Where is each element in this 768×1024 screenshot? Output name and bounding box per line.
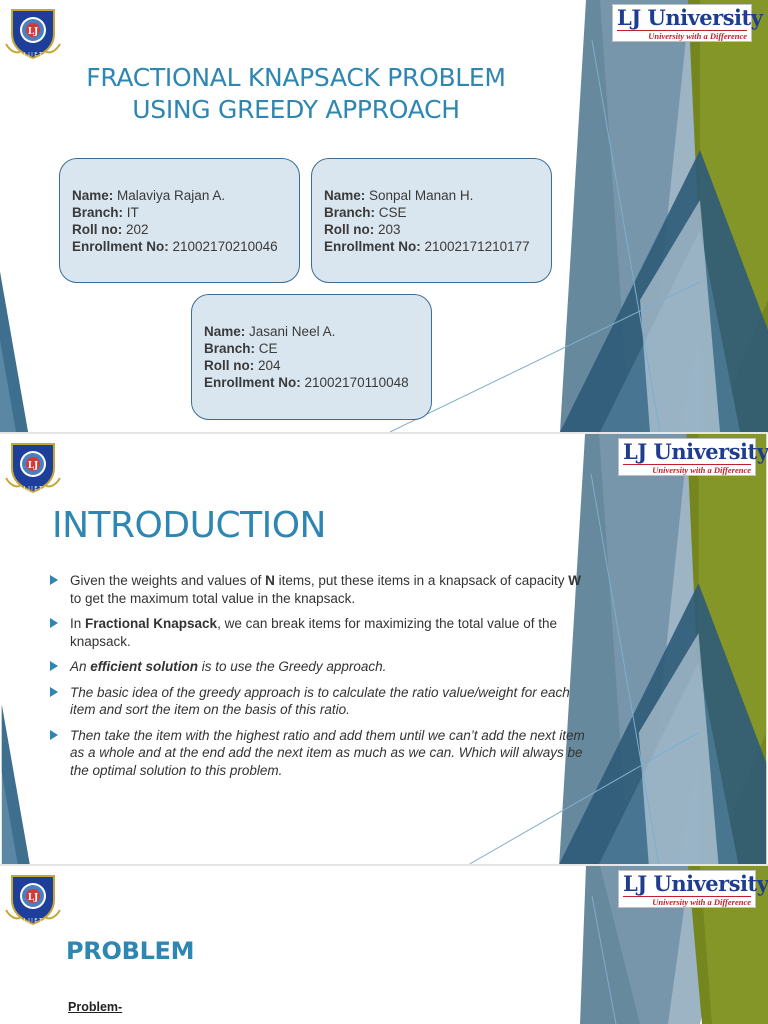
student-name: Sonpal Manan H. [369,188,474,203]
presentation-title [40,62,552,126]
bullet-item: Then take the item with the highest ratio and add them until we can’t add the next item as a whole and at the end add the next item as much as we can. Which will always be the optimal solution to this problem. [48,727,588,780]
student-branch: CE [258,341,278,356]
slide-title: INTRODUCTION [52,505,326,546]
student-name: Jasani Neel A. [249,324,336,339]
title-line-2: USING GREEDY APPROACH [132,95,460,124]
student-card-1 [59,158,300,283]
roll-label: Roll no: [72,222,123,237]
name-label: Name: [324,188,366,203]
svg-text:LJ: LJ [27,27,39,37]
student-enrollment: 21002171210177 [424,239,530,254]
roll-label: Roll no: [204,358,255,373]
student-branch: CSE [378,205,407,220]
student-branch: IT [126,205,139,220]
slide-title: PROBLEM [66,937,195,965]
lj-university-logo [612,4,763,42]
roll-label: Roll no: [324,222,375,237]
enrollment-label: Enrollment No: [204,375,301,390]
student-roll: 203 [378,222,401,237]
slide-problem [0,866,768,1024]
bullet-item: In Fractional Knapsack, we can break items for maximizing the total value of the knapsack. [48,615,588,650]
bullet-list [48,572,588,787]
bullet-arrow-icon [50,618,58,628]
branch-label: Branch: [72,205,124,220]
lj-university-name: LJ University [623,439,768,464]
lj-university-tagline: University with a Difference [623,464,751,475]
bullet-item: An efficient solution is to use the Greedy approach. [48,658,588,676]
student-enrollment: 21002170110048 [304,375,409,390]
student-roll: 204 [258,358,281,373]
problem-heading: Problem- [68,1000,123,1014]
enrollment-label: Enrollment No: [72,239,169,254]
lj-university-tagline: University with a Difference [623,896,751,907]
student-card-2 [311,158,552,283]
student-roll: 202 [126,222,149,237]
bullet-item: The basic idea of the greedy approach is to calculate the ratio value/weight for each item and sort the item on the basis of this ratio. [48,684,588,719]
title-line-1: FRACTIONAL KNAPSACK PROBLEM [86,63,506,92]
slide-title [0,0,768,432]
lj-university-tagline: University with a Difference [617,30,747,41]
lj-crest-logo [4,438,62,496]
svg-text:LJ: LJ [27,893,39,903]
bullet-item: Given the weights and values of N items, put these items in a knapsack of capacity W to get the maximum total value in the knapsack. [48,572,588,607]
bullet-arrow-icon [50,575,58,585]
svg-text:L J I E T: L J I E T [23,52,43,58]
lj-crest-logo [4,870,62,928]
lj-university-logo [618,438,768,476]
name-label: Name: [72,188,114,203]
student-enrollment: 21002170210046 [172,239,278,254]
name-label: Name: [204,324,246,339]
svg-text:L J I E T: L J I E T [23,486,43,492]
branch-label: Branch: [204,341,256,356]
bullet-arrow-icon [50,730,58,740]
lj-crest-logo [4,4,62,62]
lj-university-name: LJ University [623,871,768,896]
svg-text:LJ: LJ [27,461,39,471]
enrollment-label: Enrollment No: [324,239,421,254]
branch-label: Branch: [324,205,376,220]
svg-text:L J I E T: L J I E T [23,918,43,924]
lj-university-logo [618,870,768,908]
bullet-arrow-icon [50,687,58,697]
student-card-3 [191,294,432,420]
slide-introduction [0,434,768,864]
student-name: Malaviya Rajan A. [117,188,226,203]
lj-university-name: LJ University [617,5,763,30]
bullet-arrow-icon [50,661,58,671]
